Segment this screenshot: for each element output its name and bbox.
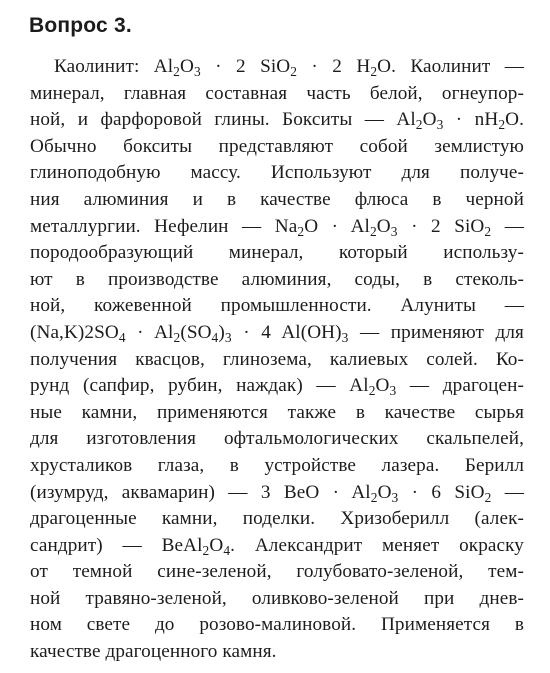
paragraph-line: глиноподобную массу. Используют для получе-: [30, 162, 524, 184]
paragraph-line: сандрит) — $BeAl_2O_4$. Александрит меняет окраску: [30, 534, 524, 558]
paragraph-line: ной травяно-зеленой, оливково-зеленой при днев-: [30, 587, 524, 609]
paragraph-line: драгоценные камни, поделки. Хризоберилл (алек-: [30, 508, 524, 530]
paragraph-line: рунд (сапфир, рубин, наждак) — $Al_2O_3$ — драгоцен-: [30, 375, 524, 399]
paragraph-line: качестве драгоценного камня.: [30, 641, 277, 663]
paragraph-line: породообразующий минерал, который использу-: [30, 242, 524, 264]
paragraph-line: ют в производстве алюминия, соды, в стеколь-: [30, 268, 524, 290]
paragraph-line: ной, и фарфоровой глины. Бокситы — $Al_2O_3 \cdot nH_2O$.: [30, 109, 524, 133]
question-heading: Вопрос 3.: [29, 14, 132, 37]
paragraph-line: от темной сине-зеленой, голубовато-зеленой, тем-: [30, 561, 524, 583]
paragraph-line: металлургии. Нефелин — $Na_2O \cdot Al_2O_3 \cdot 2$ SiO$_2$ —: [30, 215, 524, 239]
answer-paragraph: [30, 54, 524, 666]
paragraph-line: Обычно бокситы представляют собой землистую: [30, 135, 524, 157]
paragraph-line: Каолинит: $Al_2O_3 \cdot 2$ SiO$_2$ · 2 $H_2O$. Каолинит —: [54, 56, 524, 80]
paragraph-line: получения квасцов, глинозема, калиевых солей. Ко-: [30, 348, 524, 370]
paragraph-line: (изумруд, аквамарин) — 3 BeO · $Al_2O_3 \cdot 6$ SiO$_2$ —: [30, 481, 524, 505]
paragraph-line: ные камни, применяются также в качестве сырья: [30, 401, 524, 423]
paragraph-line: ном свете до розово-малиновой. Применяется в: [30, 614, 524, 636]
paragraph-line: $(Na,K)2SO_4 \cdot Al_2(SO_4)_3 \cdot 4$ $Al(OH)_3$ — применяют для: [30, 321, 524, 345]
paragraph-line: для изготовления офтальмологических скальпелей,: [30, 428, 524, 450]
paragraph-line: минерал, главная составная часть белой, огнеупор-: [30, 82, 524, 104]
paragraph-line: хрусталиков глаза, в устройстве лазера. Берилл: [30, 454, 524, 476]
paragraph-line: ния алюминия и в качестве флюса в черной: [30, 188, 524, 210]
paragraph-line: ной, кожевенной промышленности. Алуниты —: [30, 295, 524, 317]
